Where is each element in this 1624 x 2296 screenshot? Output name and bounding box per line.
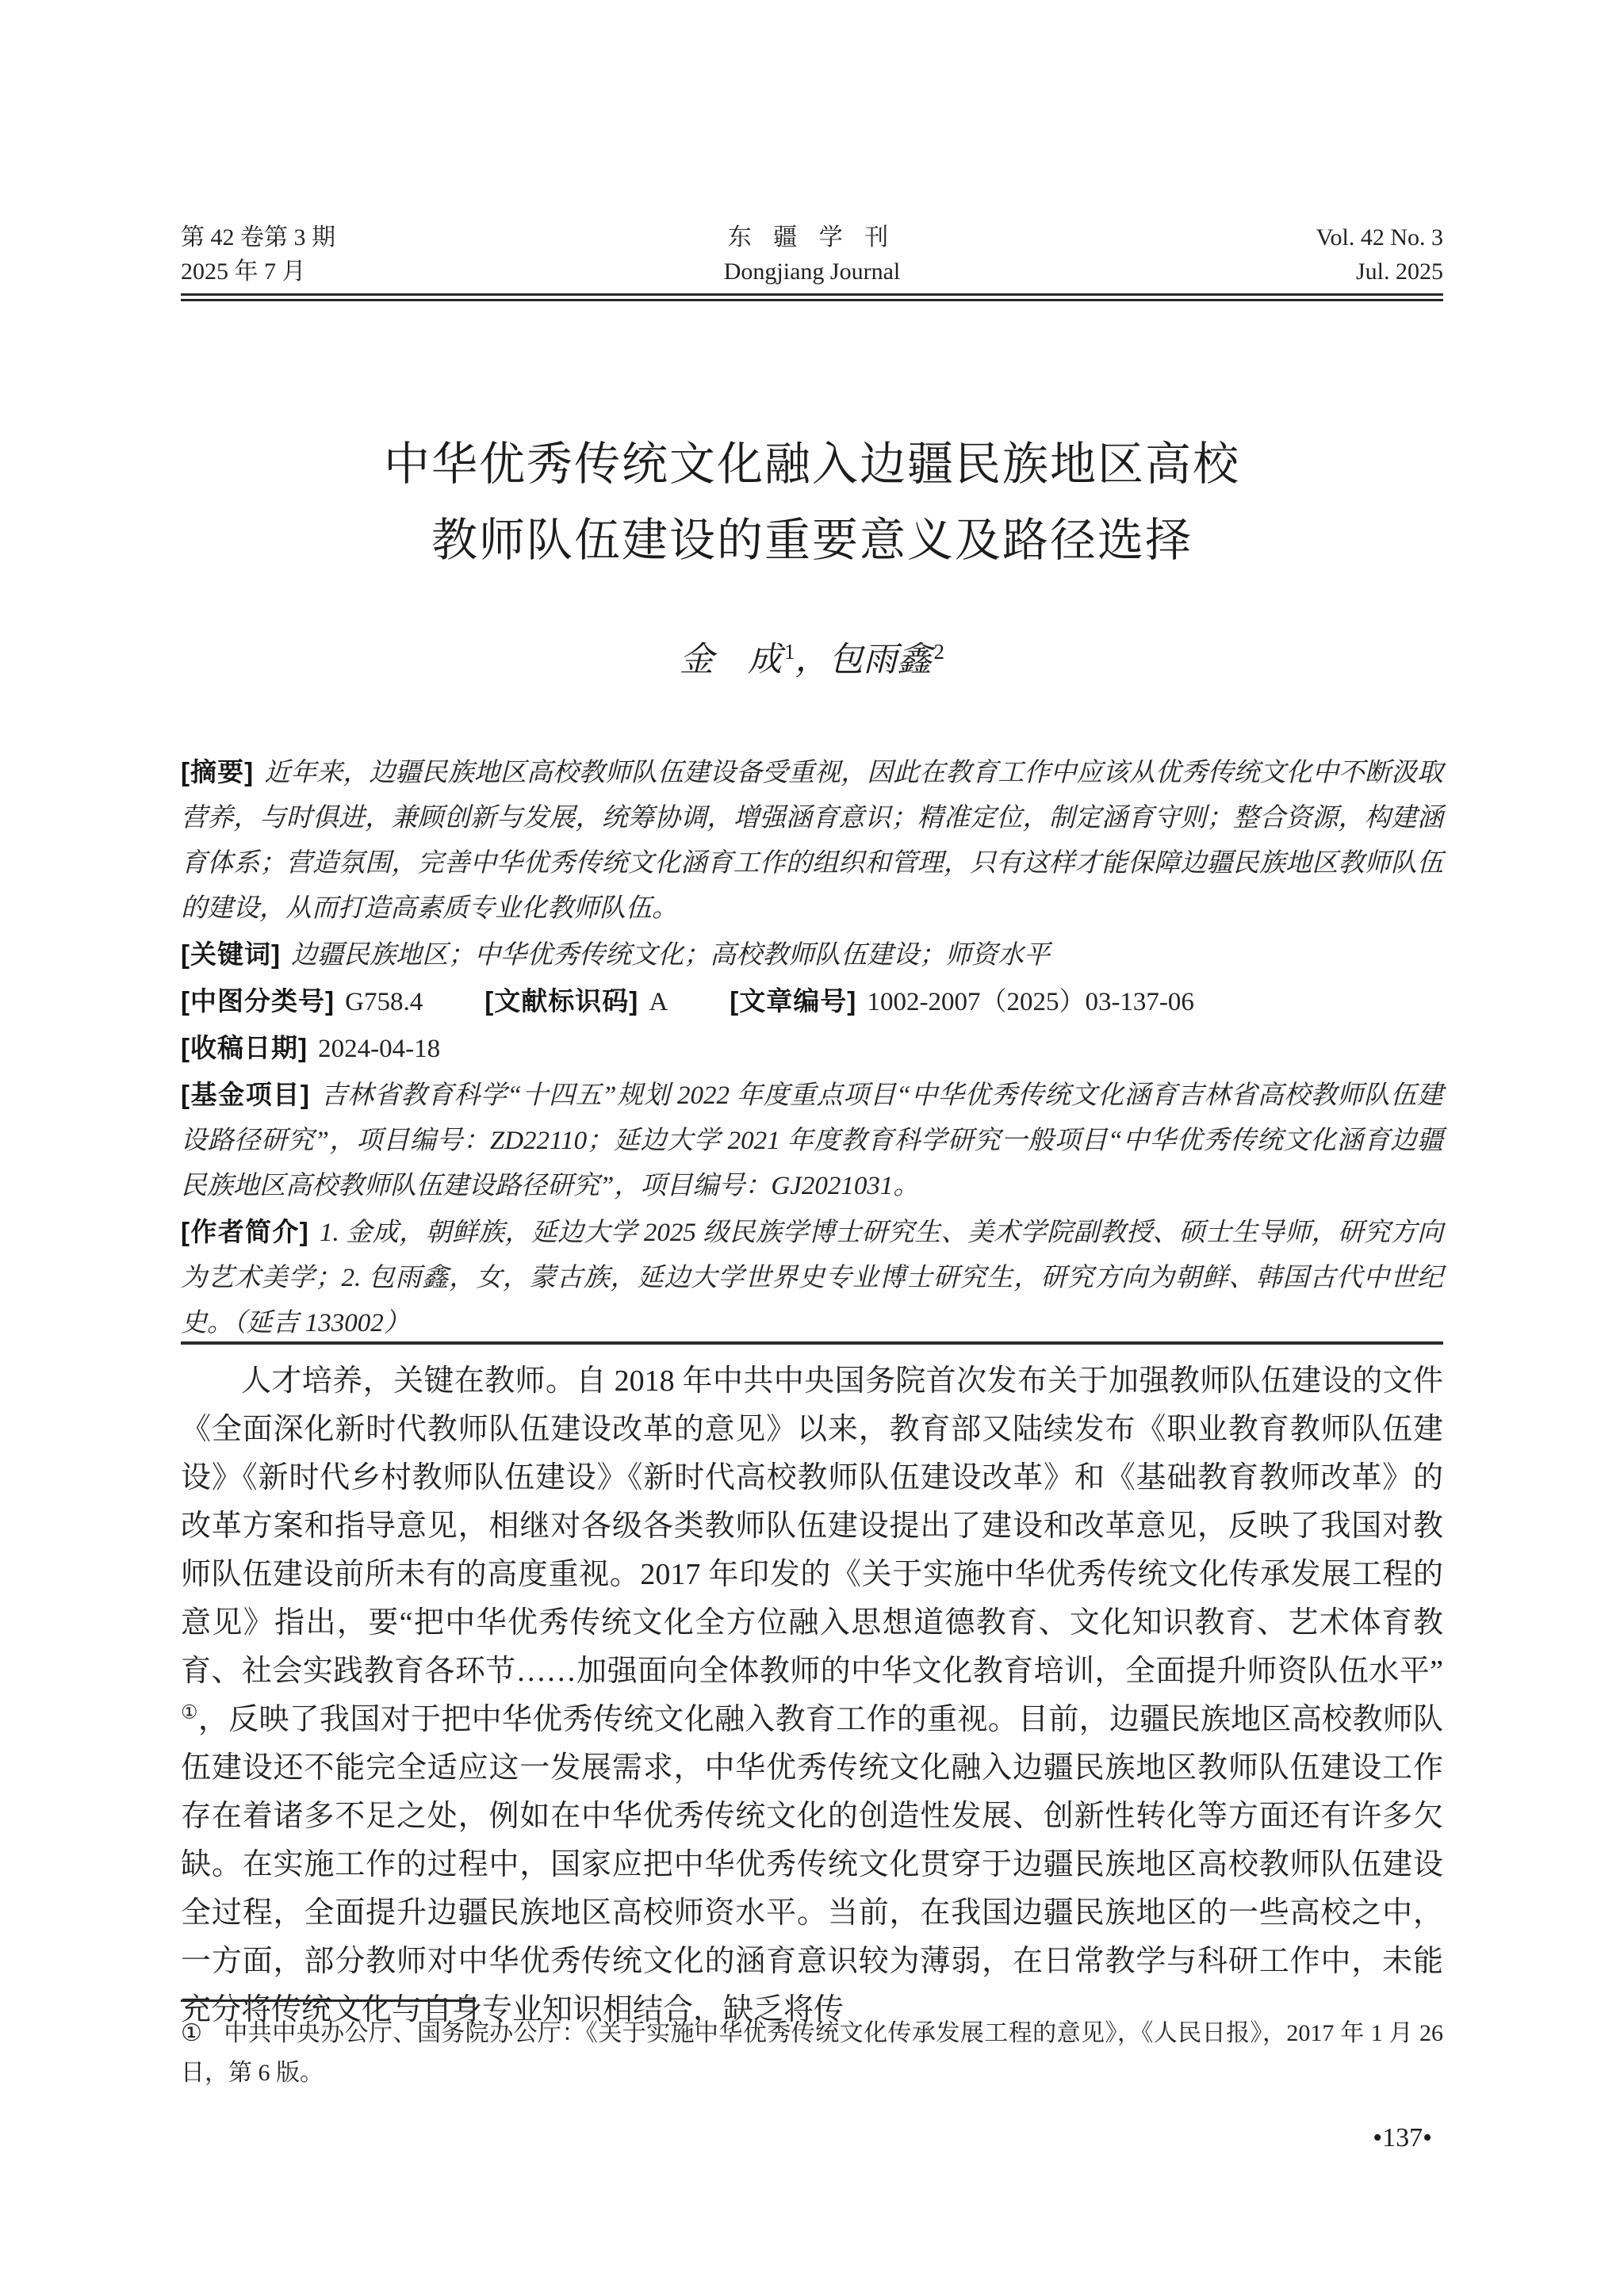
body-paragraph <box>181 1357 1443 2034</box>
article-no-label: [文章编号] <box>730 986 857 1016</box>
header-right <box>1174 220 1443 289</box>
body-paragraph-start: 人才培养，关键在教师。自 2018 年中共中央国务院首次发布关于加强教师队伍建设的文件《全面深化新时代教师队伍建设改革的意见》以来，教育部又陆续发布《职业教育教师队伍建设》《新时代乡村教师队伍建设》《新时代高校教师队伍建设改革》和《基础教育教师改革》的改革方案和指导意见，相继对各级各类教师队伍建设提出了建设和改革意见，反映了我国对教师队伍建设前所未有的高度重视。2017 年印发的《关于实施中华优秀传统文化传承发展工程的意见》指出，要“把中华优秀传统文化全方位融入思想道德教育、文化知识教育、艺术体育教育、社会实践教育各环节……加强面向全体教师的中华文化教育培训，全面提升师资队伍水平” <box>181 1364 1443 1688</box>
journal-date-en: Jul. 2025 <box>1355 258 1443 285</box>
keywords-row <box>181 932 1443 978</box>
body-paragraph-end: ，反映了我国对于把中华优秀传统文化融入教育工作的重视。目前，边疆民族地区高校教师队伍建设还不能完全适应这一发展需求，中华优秀传统文化融入边疆民族地区教师队伍建设工作存在着诸多不足之处，例如在中华优秀传统文化的创造性发展、创新性转化等方面还有许多欠缺。在实施工作的过程中，国家应把中华优秀传统文化贯穿于边疆民族地区高校教师队伍建设全过程，全面提升边疆民族地区高校师资水平。当前，在我国边疆民族地区的一些高校之中，一方面，部分教师对中华优秀传统文化的涵育意识较为薄弱，在日常教学与科研工作中，未能充分将传统文化与自身专业知识相结合，缺乏将传 <box>181 1703 1443 2026</box>
bio-label: [作者简介] <box>181 1217 309 1246</box>
journal-title-cn: 东 疆 学 刊 <box>727 224 897 251</box>
abstract-label: [摘要] <box>181 757 255 786</box>
received-value: 2024-04-18 <box>318 1035 441 1063</box>
journal-volume-issue-en: Vol. 42 No. 3 <box>1316 224 1443 251</box>
fund-row <box>181 1072 1443 1209</box>
section-divider <box>181 1341 1443 1345</box>
body-text <box>181 1357 1443 2034</box>
keywords-label: [关键词] <box>181 939 281 969</box>
page-number: •137• <box>1373 2123 1432 2152</box>
received-row <box>181 1025 1443 1072</box>
doc-code-label: [文献标识码] <box>485 986 639 1016</box>
author-name-2: 包雨鑫 <box>829 641 932 679</box>
author-name-1: 金 成 <box>680 641 782 679</box>
author-superscript-2: 2 <box>933 639 944 664</box>
fund-text: 吉林省教育科学“十四五”规划 2022 年度重点项目“中华优秀传统文化涵育吉林省高校教师队伍建设路径研究”，项目编号：ZD22110；延边大学 2021 年度教育科学研究一般项目“中华优秀传统文化涵育边疆民族地区高校教师队伍建设路径研究”，项目编号：GJ2021031。 <box>181 1081 1444 1200</box>
header-double-rule <box>181 293 1443 301</box>
title-line-1: 中华优秀传统文化融入边疆民族地区高校 <box>383 438 1240 490</box>
authors-separator: ， <box>795 641 829 679</box>
journal-title-en: Dongjiang Journal <box>723 258 901 285</box>
classification-row <box>181 978 1443 1025</box>
bio-row <box>181 1209 1443 1346</box>
article-no-pair <box>730 978 1194 1025</box>
abstract-text: 近年来，边疆民族地区高校教师队伍建设备受重视，因此在教育工作中应该从优秀传统文化中不断汲取营养，与时俱进，兼顾创新与发展，统筹协调，增强涵育意识；精准定位，制定涵育守则；整合资源，构建涵育体系；营造氛围，完善中华优秀传统文化涵育工作的组织和管理，只有这样才能保障边疆民族地区教师队伍的建设，从而打造高素质专业化教师队伍。 <box>181 759 1443 923</box>
footnote-text: 中共中央办公厅、国务院办公厅：《关于实施中华优秀传统文化传承发展工程的意见》，《人民日报》，2017 年 1 月 26 日，第 6 版。 <box>181 2020 1444 2086</box>
header-center <box>450 220 1174 289</box>
author-superscript-1: 1 <box>784 639 795 664</box>
doc-code-value: A <box>649 988 668 1016</box>
bio-text: 1. 金成，朝鲜族，延边大学 2025 级民族学博士研究生、美术学院副教授、硕士生导师，研究方向为艺术美学；2. 包雨鑫，女，蒙古族，延边大学世界史专业博士研究生，研究方向为朝鲜、韩国古代中世纪史。（延吉 133002） <box>181 1219 1444 1337</box>
footnote-reference: ① <box>181 1702 198 1724</box>
journal-volume-issue-cn: 第 42 卷第 3 期 <box>181 224 335 251</box>
header-left <box>181 220 450 289</box>
article-no-value: 1002-2007（2025）03-137-06 <box>867 988 1194 1016</box>
title-line-2: 教师队伍建设的重要意义及路径选择 <box>431 515 1193 566</box>
clc-label: [中图分类号] <box>181 986 335 1016</box>
doc-code-pair <box>485 978 668 1025</box>
footnote-marker: ① <box>181 2020 203 2046</box>
clc-value: G758.4 <box>345 988 423 1016</box>
journal-date-cn: 2025 年 7 月 <box>181 258 306 285</box>
meta-section <box>181 749 1443 1346</box>
clc-pair <box>181 978 423 1025</box>
received-label: [收稿日期] <box>181 1033 308 1062</box>
journal-header <box>181 220 1443 289</box>
article-title <box>181 427 1443 579</box>
authors-line <box>181 634 1443 687</box>
footnote <box>181 2014 1443 2093</box>
footnote-divider <box>181 1999 476 2002</box>
abstract-row <box>181 749 1443 932</box>
keywords-text: 边疆民族地区；中华优秀传统文化；高校教师队伍建设；师资水平 <box>291 941 1051 970</box>
fund-label: [基金项目] <box>181 1080 310 1109</box>
